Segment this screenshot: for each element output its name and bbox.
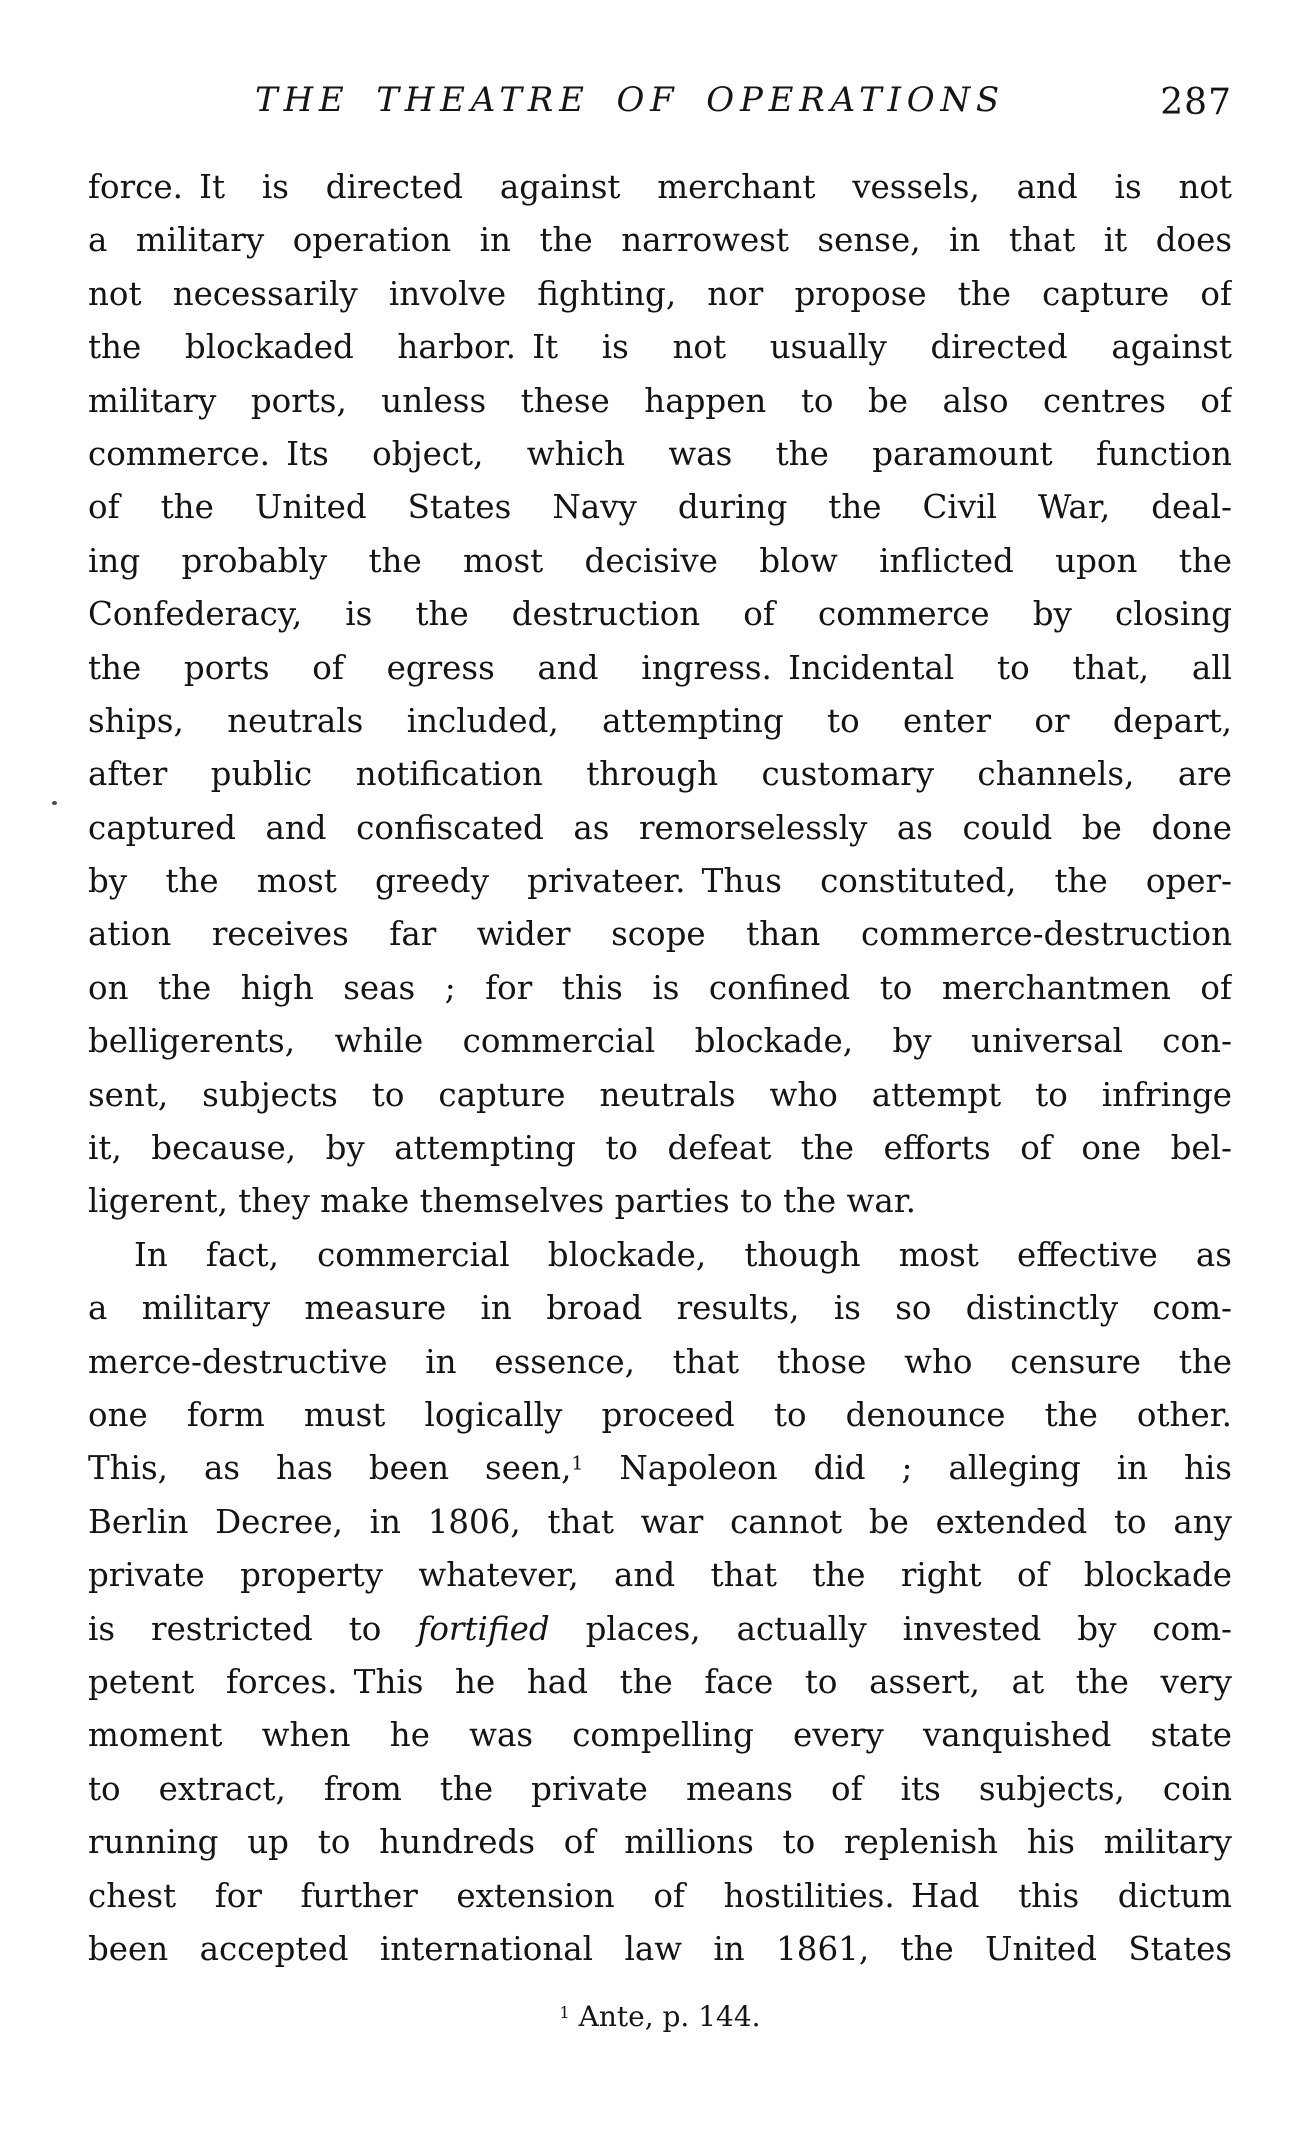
body-text bbox=[88, 161, 1232, 1976]
text-line: ships, neutrals included, attempting to enter or depart, bbox=[88, 701, 1232, 740]
text-line: one form must logically proceed to denounce the other. bbox=[88, 1395, 1232, 1434]
text-line: after public notification through customary channels, are bbox=[88, 755, 1232, 794]
text-line: moment when he was compelling every vanquished state bbox=[88, 1716, 1232, 1755]
text-line: by the most greedy privateer. Thus constituted, the oper- bbox=[88, 862, 1232, 901]
text-line: it, because, by attempting to defeat the efforts of one bel- bbox=[88, 1129, 1232, 1168]
text-line: the ports of egress and ingress. Incidental to that, all bbox=[88, 648, 1232, 687]
text-line: been accepted international law in 1861, the United States bbox=[88, 1929, 1232, 1968]
text-line: Berlin Decree, in 1806, that war cannot be extended to any bbox=[88, 1502, 1232, 1541]
text-line: petent forces. This he had the face to assert, at the very bbox=[88, 1662, 1232, 1701]
text-line: chest for further extension of hostilities. Had this dictum bbox=[88, 1876, 1232, 1915]
text-line: merce-destructive in essence, that those who censure the bbox=[88, 1342, 1232, 1381]
text-line: Confederacy, is the destruction of commerce by closing bbox=[88, 595, 1232, 634]
text-line: military ports, unless these happen to be also centres of bbox=[88, 381, 1232, 420]
running-head-title: THE THEATRE OF OPERATIONS bbox=[255, 80, 1005, 120]
text-line: In fact, commercial blockade, though most effective as bbox=[134, 1235, 1232, 1274]
text-line: captured and confiscated as remorselessly as could be done bbox=[88, 808, 1232, 847]
text-line: sent, subjects to capture neutrals who attempt to infringe bbox=[88, 1075, 1232, 1114]
text-line: to extract, from the private means of its subjects, coin bbox=[88, 1769, 1232, 1808]
text-line: private property whatever, and that the right of blockade bbox=[88, 1556, 1232, 1595]
running-head bbox=[88, 80, 1232, 124]
text-line: force. It is directed against merchant vessels, and is not bbox=[88, 168, 1232, 206]
text-line: the blockaded harbor. It is not usually directed against bbox=[88, 328, 1232, 367]
text-line: a military measure in broad results, is so distinctly com- bbox=[88, 1289, 1232, 1328]
text-line: commerce. Its object, which was the paramount function bbox=[88, 434, 1232, 473]
text-line: of the United States Navy during the Civil War, deal- bbox=[88, 488, 1232, 527]
text-line: running up to hundreds of millions to replenish his military bbox=[88, 1823, 1232, 1862]
text-line: belligerents, while commercial blockade, by universal con- bbox=[88, 1022, 1232, 1061]
text-line: a military operation in the narrowest sense, in that it does bbox=[88, 221, 1232, 260]
page-number: 287 bbox=[1160, 82, 1232, 123]
text-line: not necessarily involve fighting, nor propose the capture of bbox=[88, 274, 1232, 313]
text-line: is restricted to fortified places, actually invested by com- bbox=[88, 1609, 1232, 1648]
text-line: This, as has been seen,$^1$ Napoleon did ; alleging in his bbox=[88, 1449, 1232, 1488]
text-line: ing probably the most decisive blow inflicted upon the bbox=[88, 541, 1232, 580]
footnote: $^1$ Ante, p. 144. bbox=[559, 2000, 761, 2033]
scan-artifact-speck bbox=[52, 801, 57, 805]
text-line: ation receives far wider scope than commerce-destruction bbox=[88, 915, 1232, 954]
text-line: on the high seas ; for this is confined to merchantmen of bbox=[88, 968, 1232, 1007]
text-line: ligerent, they make themselves parties to the war. bbox=[88, 1182, 916, 1221]
